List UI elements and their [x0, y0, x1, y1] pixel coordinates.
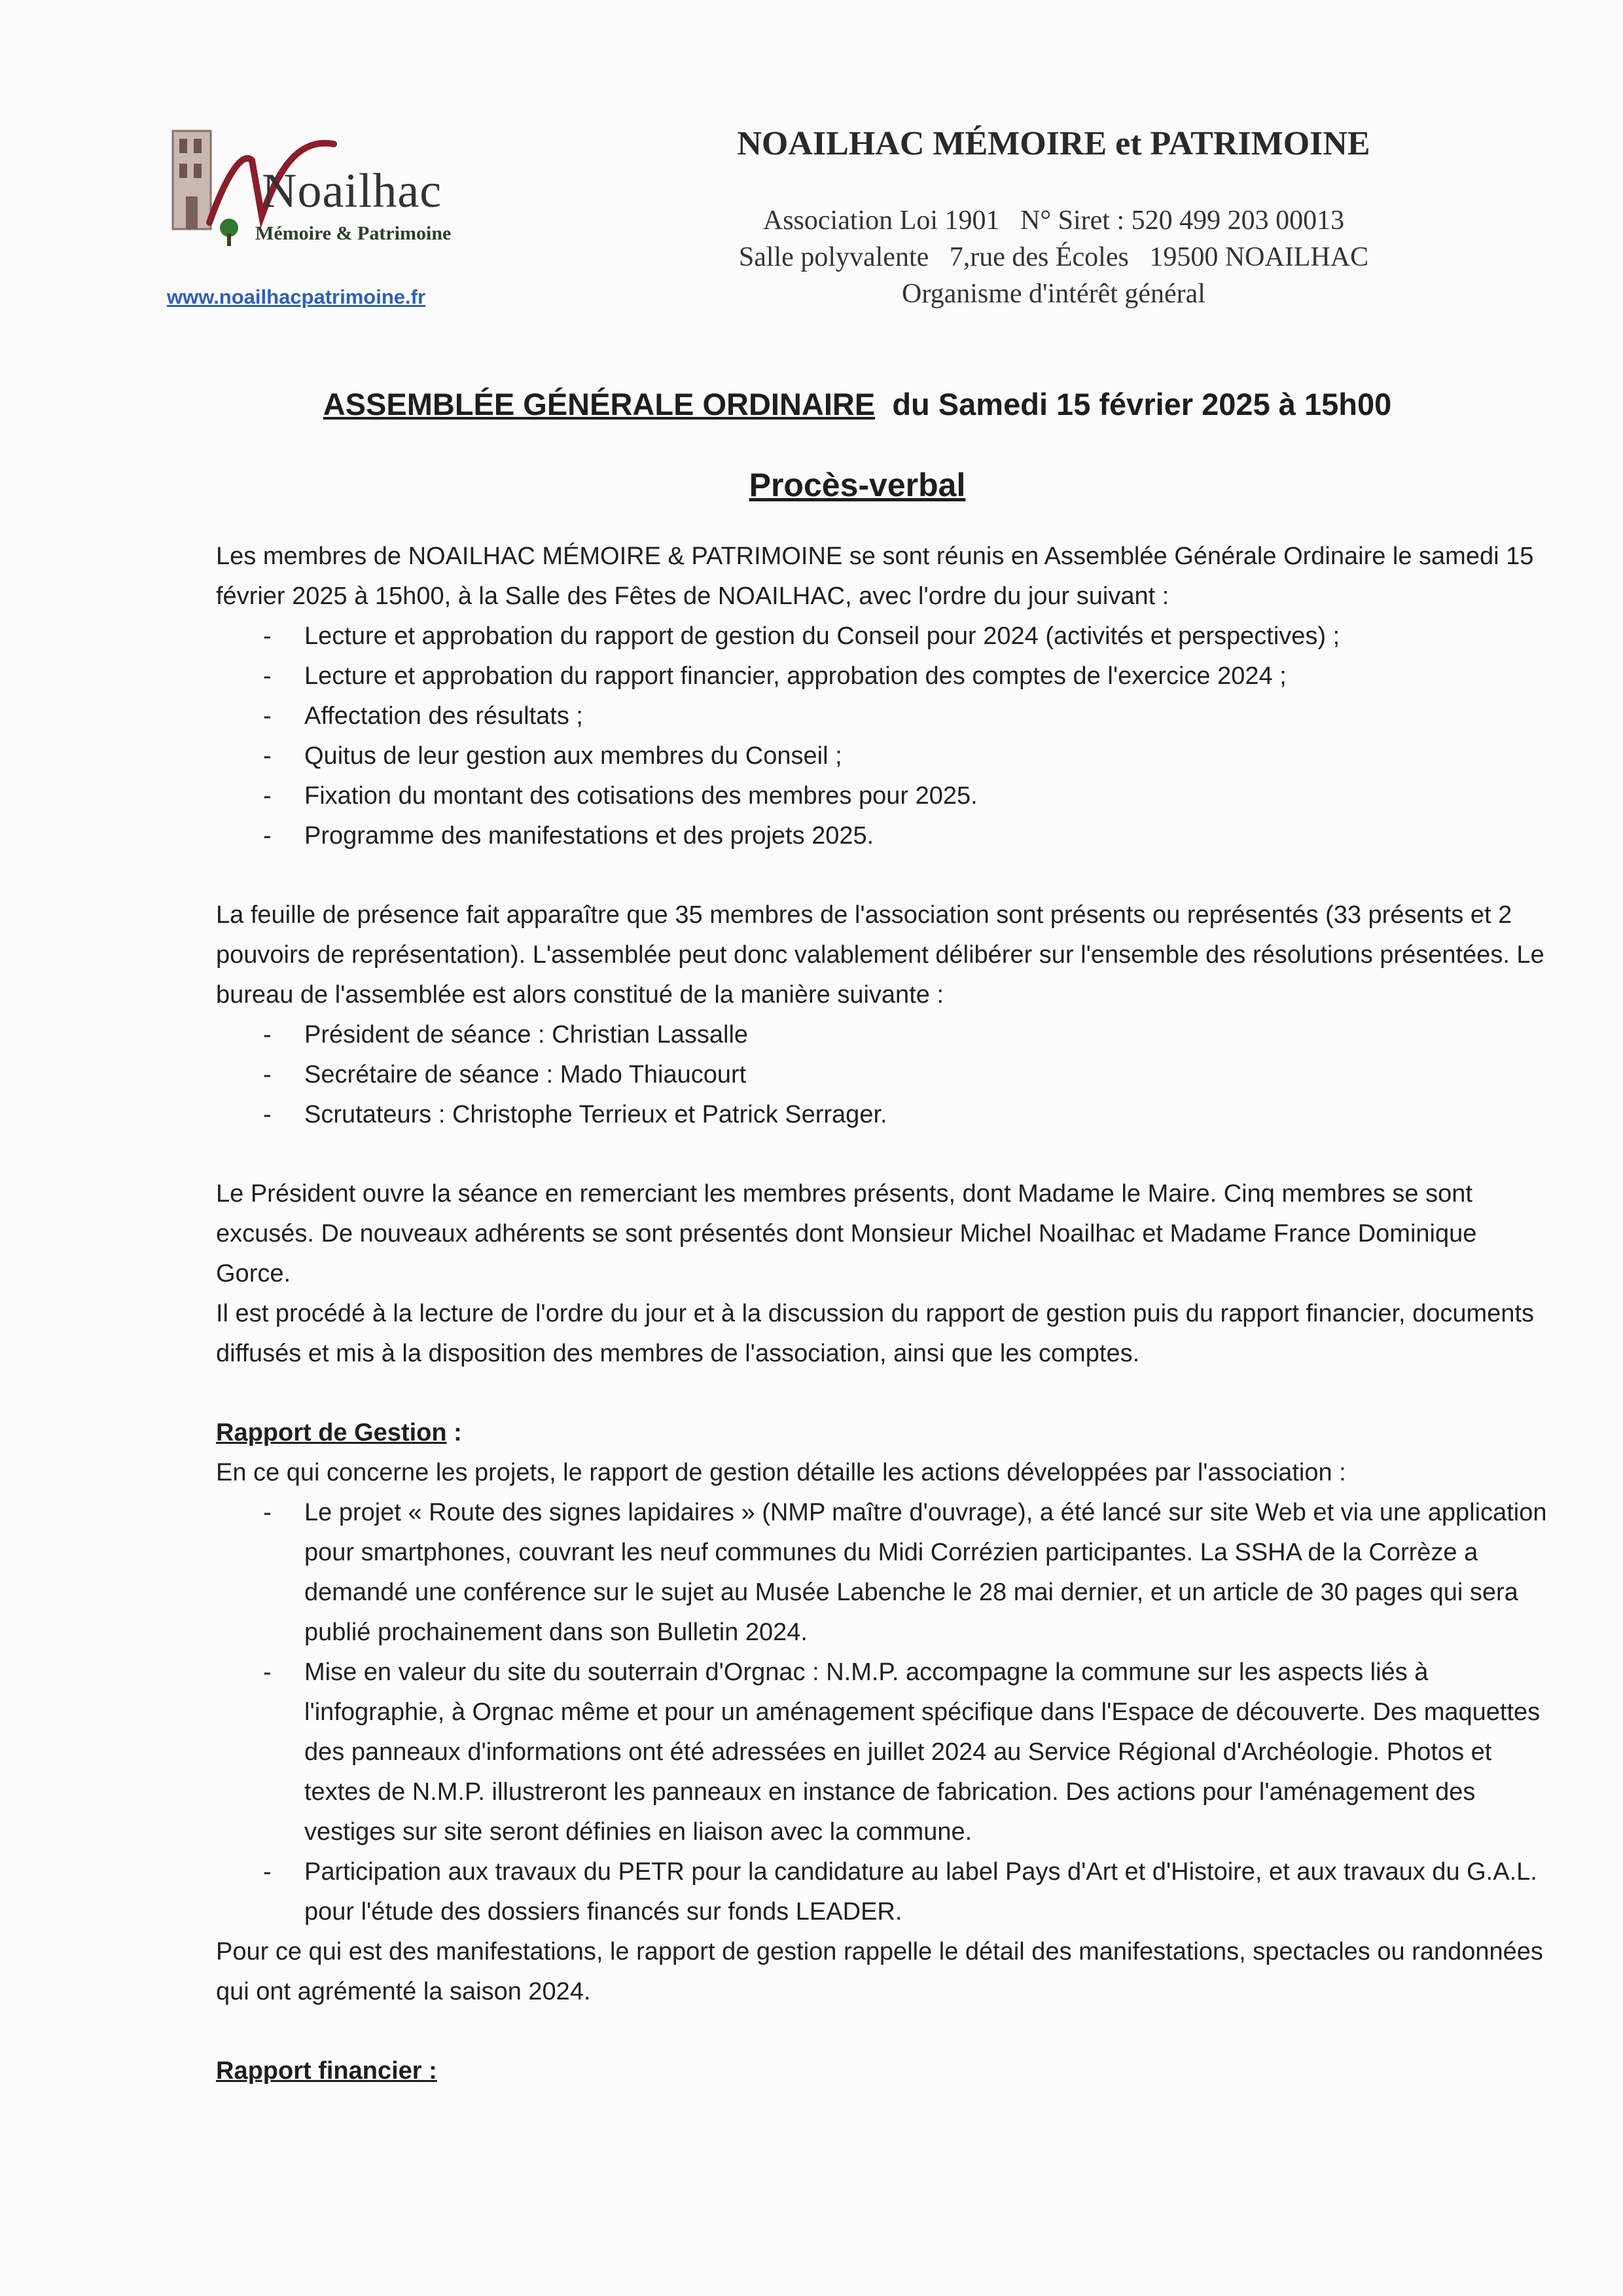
agenda-item: - Fixation du montant des cotisations des membres pour 2025. — [216, 776, 1551, 816]
document-title — [0, 386, 1623, 422]
website-link[interactable]: www.noailhacpatrimoine.fr — [167, 285, 426, 308]
association-logo — [164, 124, 465, 281]
logo-tagline: Mémoire & Patrimoine — [255, 223, 452, 244]
organisation-header — [668, 118, 1440, 312]
rapport-gestion-intro: En ce qui concerne les projets, le rapport de gestion détaille les actions développées par l'association : — [216, 1459, 1346, 1486]
rapport-financier-heading-line — [216, 2051, 1551, 2091]
reading-paragraph: Il est procédé à la lecture de l'ordre du jour et à la discussion du rapport de gestion puis du rapport financier, documents diffusés et mis à la disposition des membres de l'association, ainsi que les comptes. — [216, 1300, 1534, 1367]
bureau-item: - Scrutateurs : Christophe Terrieux et Patrick Serrager. — [216, 1095, 1551, 1135]
project-item: - Mise en valeur du site du souterrain d'Orgnac : N.M.P. accompagne la commune sur les aspects liés à l'infographie, à Orgnac même et pour un aménagement spécifique dans l'Espace de découverte. Des maquettes des panneaux d'informations ont été adressées en juillet 2024 au Service Régional d'Archéologie. Photos et textes de N.M.P. illustreront les panneaux en instance de fabrication. Des actions pour l'aménagement des vestiges sur site seront définies en liaison avec la commune. — [216, 1653, 1551, 1852]
agenda-item: - Programme des manifestations et des projets 2025. — [216, 816, 1551, 856]
project-item: - Participation aux travaux du PETR pour la candidature au label Pays d'Art et d'Histoire, et aux travaux du G.A.L. pour l'étude des dossiers financés sur fonds LEADER. — [216, 1852, 1551, 1932]
agenda-item: - Lecture et approbation du rapport de gestion du Conseil pour 2024 (activités et perspectives) ; — [216, 617, 1551, 656]
organisation-name: NOAILHAC MÉMOIRE et PATRIMOINE — [737, 125, 1370, 162]
document-subtitle: Procès-verbal — [749, 467, 966, 503]
intro-paragraph: Les membres de NOAILHAC MÉMOIRE & PATRIMOINE se sont réunis en Assemblée Générale Ordinaire le samedi 15 février 2025 à 15h00, à la Salle des Fêtes de NOAILHAC, avec l'ordre du jour suivant : — [216, 543, 1534, 610]
bureau-item: - Président de séance : Christian Lassalle — [216, 1015, 1551, 1055]
projects-list — [216, 1493, 1551, 1932]
agenda-item: - Quitus de leur gestion aux membres du Conseil ; — [216, 736, 1551, 776]
rapport-financier-heading: Rapport financier : — [216, 2057, 437, 2085]
rapport-gestion-heading-line — [216, 1413, 1551, 1453]
agenda-list — [216, 617, 1551, 856]
document-body — [216, 537, 1551, 2091]
logo-name: Noailhac — [262, 164, 442, 218]
rapport-gestion-heading: Rapport de Gestion — [216, 1419, 447, 1446]
document-title-main: ASSEMBLÉE GÉNÉRALE ORDINAIRE — [323, 387, 876, 422]
project-item: - Le projet « Route des signes lapidaires » (NMP maître d'ouvrage), a été lancé sur site Web et via une application pour smartphones, couvrant les neuf communes du Midi Corrézien participantes. La SSHA de la Corrèze a demandé une conférence sur le sujet au Musée Labenche le 28 mai dernier, et un article de 30 pages qui sera publié prochainement dans son Bulletin 2024. — [216, 1493, 1551, 1653]
organisation-status: Organisme d'intérêt général — [902, 279, 1205, 309]
organisation-registration: Association Loi 1901 N° Siret : 520 499 203 00013 — [762, 206, 1345, 236]
organisation-address: Salle polyvalente 7,rue des Écoles 19500 NOAILHAC — [738, 242, 1369, 272]
opening-paragraph: Le Président ouvre la séance en remerciant les membres présents, dont Madame le Maire. Cinq membres se sont excusés. De nouveaux adhérents se sont présentés dont Monsieur Michel Noailhac et Madame France Dominique Gorce. — [216, 1180, 1477, 1287]
agenda-item: - Affectation des résultats ; — [216, 696, 1551, 736]
bureau-item: - Secrétaire de séance : Mado Thiaucourt — [216, 1055, 1551, 1095]
presence-paragraph: La feuille de présence fait apparaître que 35 membres de l'association sont présents ou représentés (33 présents et 2 pouvoirs de représentation). L'assemblée peut donc valablement délibérer sur l'ensemble des résolutions présentées. Le bureau de l'assemblée est alors constitué de la manière suivante : — [216, 901, 1544, 1009]
agenda-item: - Lecture et approbation du rapport financier, approbation des comptes de l'exercice 2024 ; — [216, 656, 1551, 696]
manifestations-paragraph: Pour ce qui est des manifestations, le rapport de gestion rappelle le détail des manifestations, spectacles ou randonnées qui ont agrémenté la saison 2024. — [216, 1938, 1543, 2005]
bureau-list — [216, 1015, 1551, 1135]
rapport-gestion-heading-colon: : — [446, 1419, 462, 1446]
document-title-date: du Samedi 15 février 2025 à 15h00 — [875, 387, 1392, 422]
